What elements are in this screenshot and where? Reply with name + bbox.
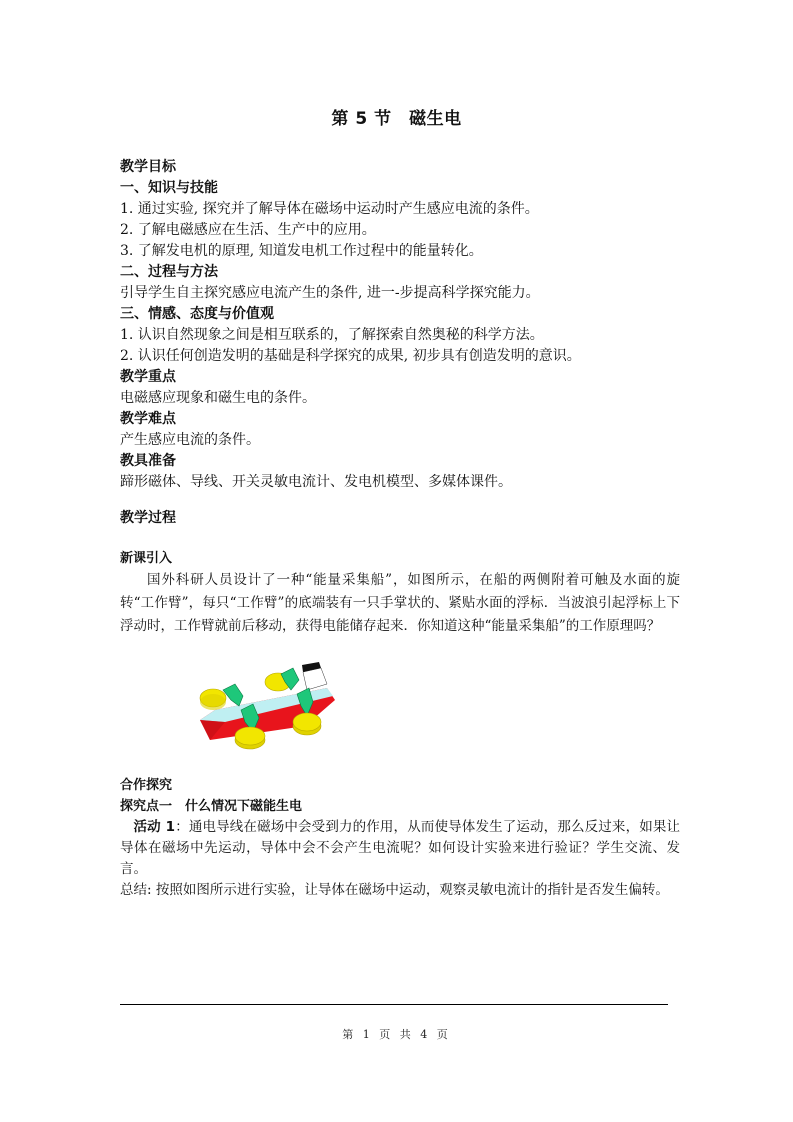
objective-item: 2. 认识任何创造发明的基础是科学探究的成果, 初步具有创造发明的意识。 (120, 348, 581, 364)
page-number: 第 1 页 共 4 页 (342, 1028, 451, 1041)
objective-item: 3. 了解发电机的原理, 知道发电机工作过程中的能量转化。 (120, 243, 483, 259)
objective-item: 1. 通过实验, 探究并了解导体在磁场中运动时产生感应电流的条件。 (120, 201, 539, 217)
objective-item: 1. 认识自然现象之间是相互联系的，了解探索自然奥秘的科学方法。 (120, 327, 544, 343)
process-method-heading: 二、过程与方法 (120, 264, 218, 280)
intro-paragraph: 国外科研人员设计了一种“能量采集船”，如图所示，在船的两侧附着可触及水面的旋转“工作臂”，每只“工作臂”的底端装有一只手掌状的、紧贴水面的浮标．当波浪引起浮标上下浮动时，工作臂就前后移动，获得电能储存起来．你知道这种“能量采集船”的工作原理吗？ (120, 572, 680, 634)
process-section (120, 508, 680, 529)
activity-label: 活动 1 (133, 819, 176, 835)
key-points-heading: 教学重点 (120, 369, 176, 385)
activity-text: ：通电导线在磁场中会受到力的作用，从而使导体发生了运动，那么反过来，如果让导体在磁场中先运动，导体中会不会产生电流呢？如何设计实验来进行验证？学生交流、发言。 (120, 819, 681, 877)
difficulties-text: 产生感应电流的条件。 (120, 432, 260, 448)
objective-item: 2. 了解电磁感应在生活、生产中的应用。 (120, 222, 376, 238)
objectives-section (120, 157, 680, 493)
page-title: 第 5 节 磁生电 (331, 109, 462, 129)
attitude-values-heading: 三、情感、态度与价值观 (120, 306, 274, 322)
summary-text: 总结: 按照如图所示进行实验，让导体在磁场中运动，观察灵敏电流计的指针是否发生偏转。 (120, 882, 669, 898)
key-points-text: 电磁感应现象和磁生电的条件。 (120, 390, 316, 406)
process-heading: 教学过程 (120, 510, 176, 526)
difficulties-heading: 教学难点 (120, 411, 176, 427)
cooperation-heading: 合作探究 (120, 778, 173, 793)
objective-item: 引导学生自主探究感应电流产生的条件, 进一-步提高科学探究能力。 (120, 285, 540, 301)
materials-heading: 教具准备 (120, 453, 176, 469)
inquiry-point-heading: 探究点一 什么情况下磁能生电 (120, 799, 303, 814)
materials-text: 蹄形磁体、导线、开关灵敏电流计、发电机模型、多媒体课件。 (120, 474, 512, 490)
activity-paragraph (120, 817, 680, 880)
cooperation-section (120, 775, 680, 901)
intro-section (120, 548, 680, 638)
intro-heading: 新课引入 (120, 551, 173, 566)
knowledge-skills-heading: 一、知识与技能 (120, 180, 218, 196)
footer-divider (120, 1004, 668, 1005)
energy-harvesting-ship-figure (195, 660, 345, 755)
objectives-heading: 教学目标 (120, 159, 176, 175)
